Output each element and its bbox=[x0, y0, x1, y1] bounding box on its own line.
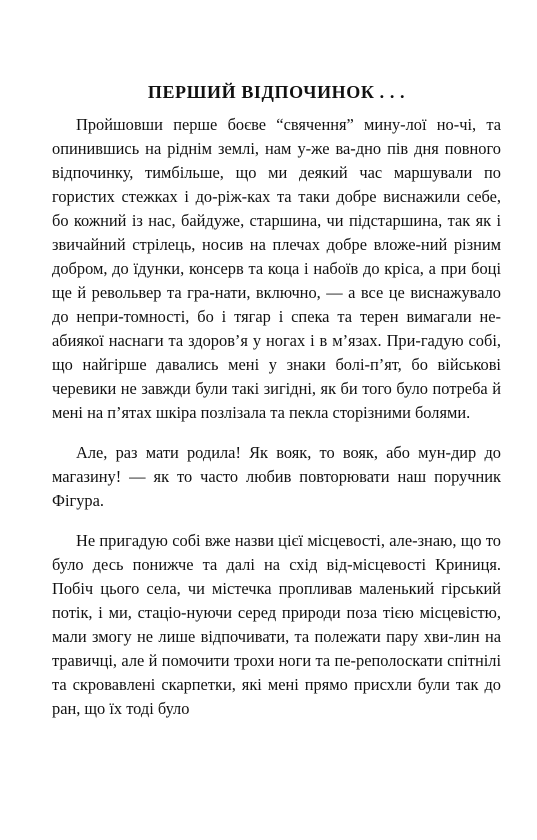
paragraph-3: Не пригадую собі вже назви цієї місцевості, але-знаю, що то було десь понижче та далі на схід від-місцевості Криниця. Побіч цього села, чи містечка пропливав маленький гірський потік, і ми, стаціо-нуючи серед природи поза тією місцевістю, мали змогу не лише відпочивати, та полежати пару хви-лин на травичці, але й помочити трохи ноги та пе-реполоскати спітнілі та скровавлені скарпетки, які мені прямо присхли були так до ран, що їх тоді було bbox=[52, 531, 501, 718]
chapter-title: ПЕРШИЙ ВІДПОЧИНОК . . . bbox=[147, 82, 406, 102]
paragraph-1: Пройшовши перше боєве “свячення” мину-лої но-чі, та опинившись на ріднім землі, нам у-же ва-дно пів дня повного відпочинку, тимбільше, що ми деякий час маршували по гористих стежках і до-ріж-ках та таки добре виснажили себе, бо кожний із нас, байдуже, старшина, чи підстаршина, так як і звичайний стрілець, носив на плечах добре вложе-ний різним добром, до їдунки, консерв та коца і набоїв до кріса, а при боці ще й револьвер та гра-нати, включно, — а все це виснажувало до непри-томності, бо і тягар і спека та терен вимагали не-абиякої наснаги та здоров’я у ногах і в м’язах. При-гадую собі, що найгірше давались мені у знаки болі-п’ят, бо військові черевики не завжди були такі зигідні, як би того було потреба й мені на п’ятах шкіра позлізала та пекла сторізними болями. bbox=[52, 115, 501, 422]
paragraph-2: Але, раз мати родила! Як вояк, то вояк, або мун-дир до магазину! — як то часто любив повторювати наш поручник Фігура. bbox=[52, 443, 501, 510]
